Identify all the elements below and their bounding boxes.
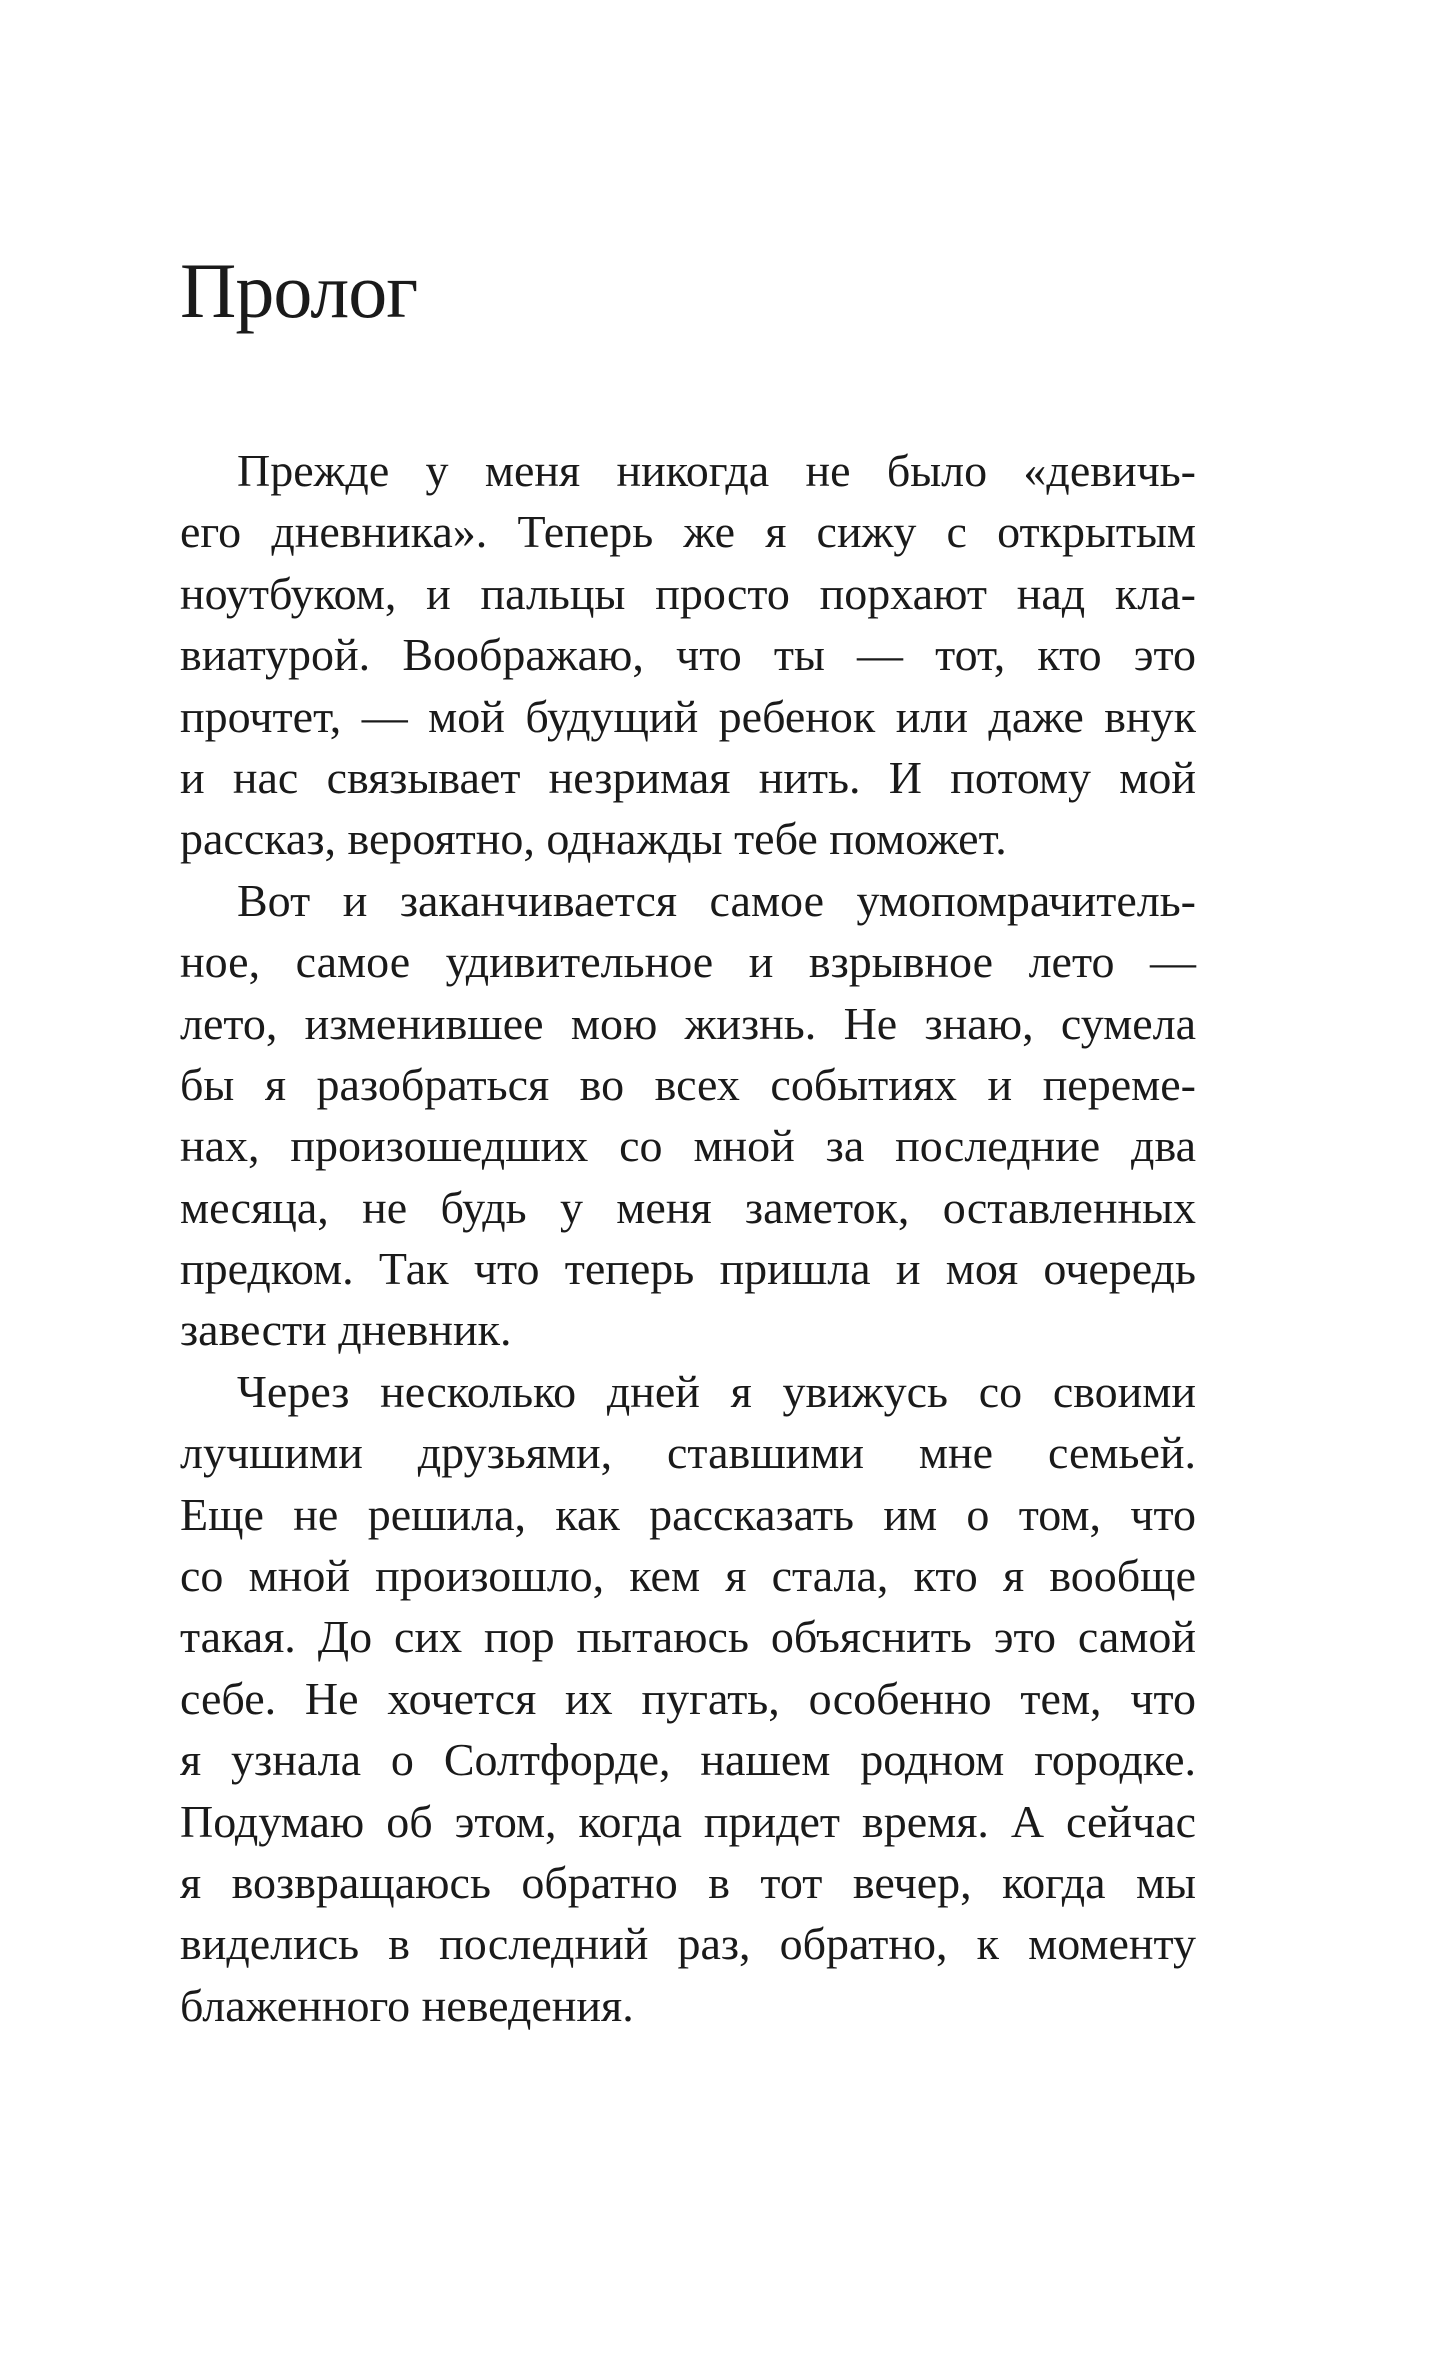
- text-line: себе. Не хочется их пугать, особенно тем, что: [180, 1672, 1196, 1724]
- text-line: я узнала о Солтфорде, нашем родном городке.: [180, 1734, 1196, 1786]
- text-line: нах, произошедших со мной за последние два: [180, 1120, 1196, 1172]
- text-line: виатурой. Воображаю, что ты — тот, кто это: [180, 629, 1196, 681]
- text-line: лучшими друзьями, ставшими мне семьей.: [180, 1427, 1196, 1479]
- text-line: предком. Так что теперь пришла и моя очередь: [180, 1243, 1196, 1295]
- text-line: я возвращаюсь обратно в тот вечер, когда мы: [180, 1856, 1196, 1908]
- text-line: и нас связывает незримая нить. И потому мой: [180, 751, 1196, 803]
- text-line: его дневника». Теперь же я сижу с открытым: [180, 506, 1196, 558]
- body-text: [180, 440, 1196, 2036]
- text-line: виделись в последний раз, обратно, к моменту: [180, 1918, 1196, 1970]
- text-line: Прежде у меня никогда не было «девичь-: [237, 445, 1196, 496]
- text-line: лето, изменившее мою жизнь. Не знаю, сумела: [180, 997, 1196, 1049]
- paragraph-3: [180, 1361, 1196, 2036]
- text-line: рассказ, вероятно, однажды тебе поможет.: [180, 813, 1007, 865]
- text-line: Вот и заканчивается самое умопомрачитель-: [237, 874, 1196, 926]
- text-line: со мной произошло, кем я стала, кто я вообще: [180, 1550, 1196, 1602]
- text-line: такая. До сих пор пытаюсь объяснить это самой: [180, 1611, 1196, 1663]
- text-line: Подумаю об этом, когда придет время. А сейчас: [180, 1795, 1196, 1847]
- chapter-title: Пролог: [180, 247, 418, 334]
- text-line: бы я разобраться во всех событиях и переме-: [180, 1058, 1196, 1110]
- paragraph-2: [180, 870, 1196, 1361]
- text-line: ное, самое удивительное и взрывное лето —: [180, 936, 1196, 988]
- paragraph-1: [180, 440, 1196, 870]
- text-line: месяца, не будь у меня заметок, оставленных: [180, 1181, 1196, 1233]
- text-line: Еще не решила, как рассказать им о том, что: [180, 1488, 1196, 1540]
- text-line: прочтет, — мой будущий ребенок или даже внук: [180, 690, 1196, 742]
- text-line: завести дневник.: [180, 1304, 512, 1356]
- text-line: блаженного неведения.: [180, 1979, 634, 2031]
- text-line: Через несколько дней я увижусь со своими: [237, 1365, 1196, 1417]
- text-line: ноутбуком, и пальцы просто порхают над кла-: [180, 567, 1196, 619]
